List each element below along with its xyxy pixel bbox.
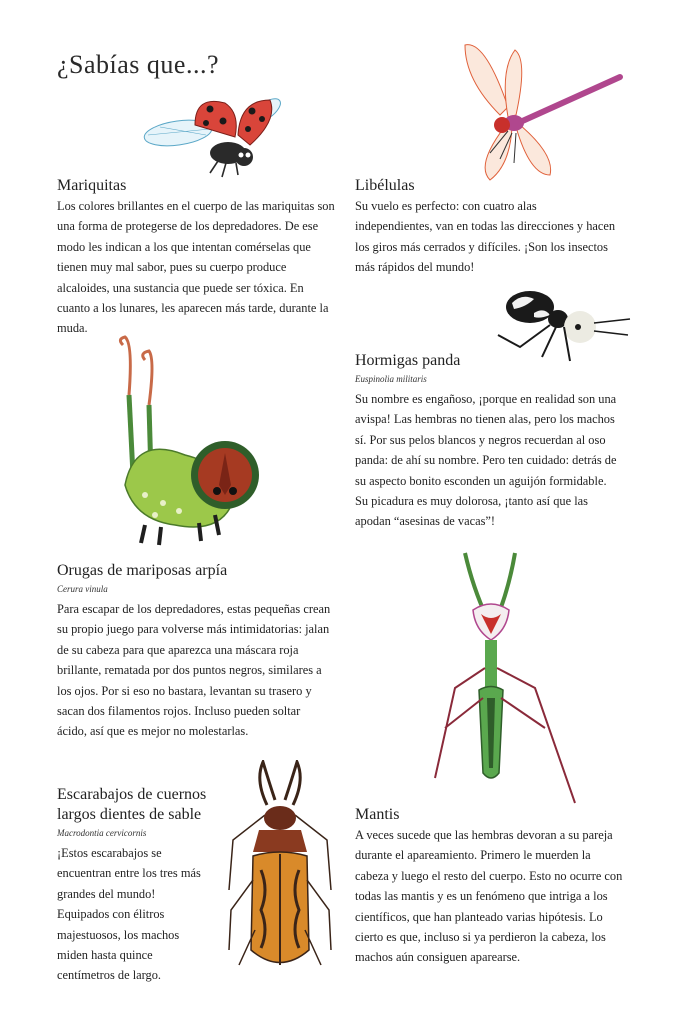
section-sabertooth-beetles (57, 785, 217, 986)
section-body: ¡Estos escarabajos se encuentran entre los tres más grandes del mundo! Equipados con élitros majestuosos, los machos miden hasta quince centímetros de largo. (57, 846, 201, 983)
dragonfly-illustration (460, 35, 625, 185)
section-mantis (355, 805, 627, 968)
section-heading: Mariquitas (57, 177, 127, 194)
section-heading: Hormigas panda (355, 352, 461, 369)
section-body: Para escapar de los depredadores, estas pequeñas crean su propio juego para volverse más intimidatorias: jalan de su cabeza para que aparezca una máscara roja brillante, rematada por dos puntos negros, similares a los ojos. Por si eso no bastara, levantan su trasero y sacan dos filamentos rojos. Incluso pueden soltar ácido, así que es mejor no molestarlas. (57, 602, 331, 739)
scientific-name: Macrodontia cervicornis (57, 828, 147, 838)
caterpillar-illustration (115, 335, 265, 550)
section-heading: Libélulas (355, 177, 415, 194)
section-body: Su vuelo es perfecto: con cuatro alas independientes, van en todas las direcciones y hacen los giros más cerrados y difíciles. ¡Son los insectos más rápidos del mundo! (355, 199, 616, 275)
scientific-name: Euspinolia militaris (355, 374, 427, 384)
section-dragonflies (355, 176, 617, 278)
section-heading: Escarabajos de cuernos largos dientes de sable (57, 786, 207, 823)
section-body: Los colores brillantes en el cuerpo de las mariquitas son una forma de protegerse de los depredadores. De ese modo les indican a los que intentan comérselas que tienen muy mal sabor, pues su cuerpo produce alcaloides, una sustancia que puede ser tóxica. En cuanto a los lunares, les aparecen más tarde, durante la muda. (57, 199, 335, 336)
section-heading: Orugas de mariposas arpía (57, 562, 228, 579)
section-body: Su nombre es engañoso, ¡porque en realidad son una avispa! Las hembras no tienen alas, pero los machos sí. Por sus pelos blancos y negros recuerdan al oso panda: de ahí su nombre. Pero ten cuidado: detrás de su aspecto bonito esconden un aguijón formidable. Su picadura es muy dolorosa, ¡tanto así que las apodan “asesinas de vacas”! (355, 392, 617, 529)
scientific-name: Cerura vinula (57, 584, 108, 594)
section-heading: Mantis (355, 806, 400, 823)
section-panda-ants (355, 351, 617, 532)
beetle-illustration (225, 760, 335, 975)
section-ladybugs (57, 176, 335, 339)
section-puss-moth-caterpillars (57, 561, 332, 742)
page-title: ¿Sabías que...? (57, 50, 220, 79)
ladybug-illustration (140, 85, 290, 180)
mantis-illustration (425, 548, 585, 808)
section-body: A veces sucede que las hembras devoran a su pareja durante el apareamiento. Primero le muerden la cabeza y luego el resto del cuerpo. Esto no ocurre con todas las mantis y es un fenómeno que intriga a los científicos, que han planteado varias hipótesis. Lo cierto es que, incluso si ya perdieron la cabeza, los machos aún consiguen aparearse. (355, 828, 623, 965)
